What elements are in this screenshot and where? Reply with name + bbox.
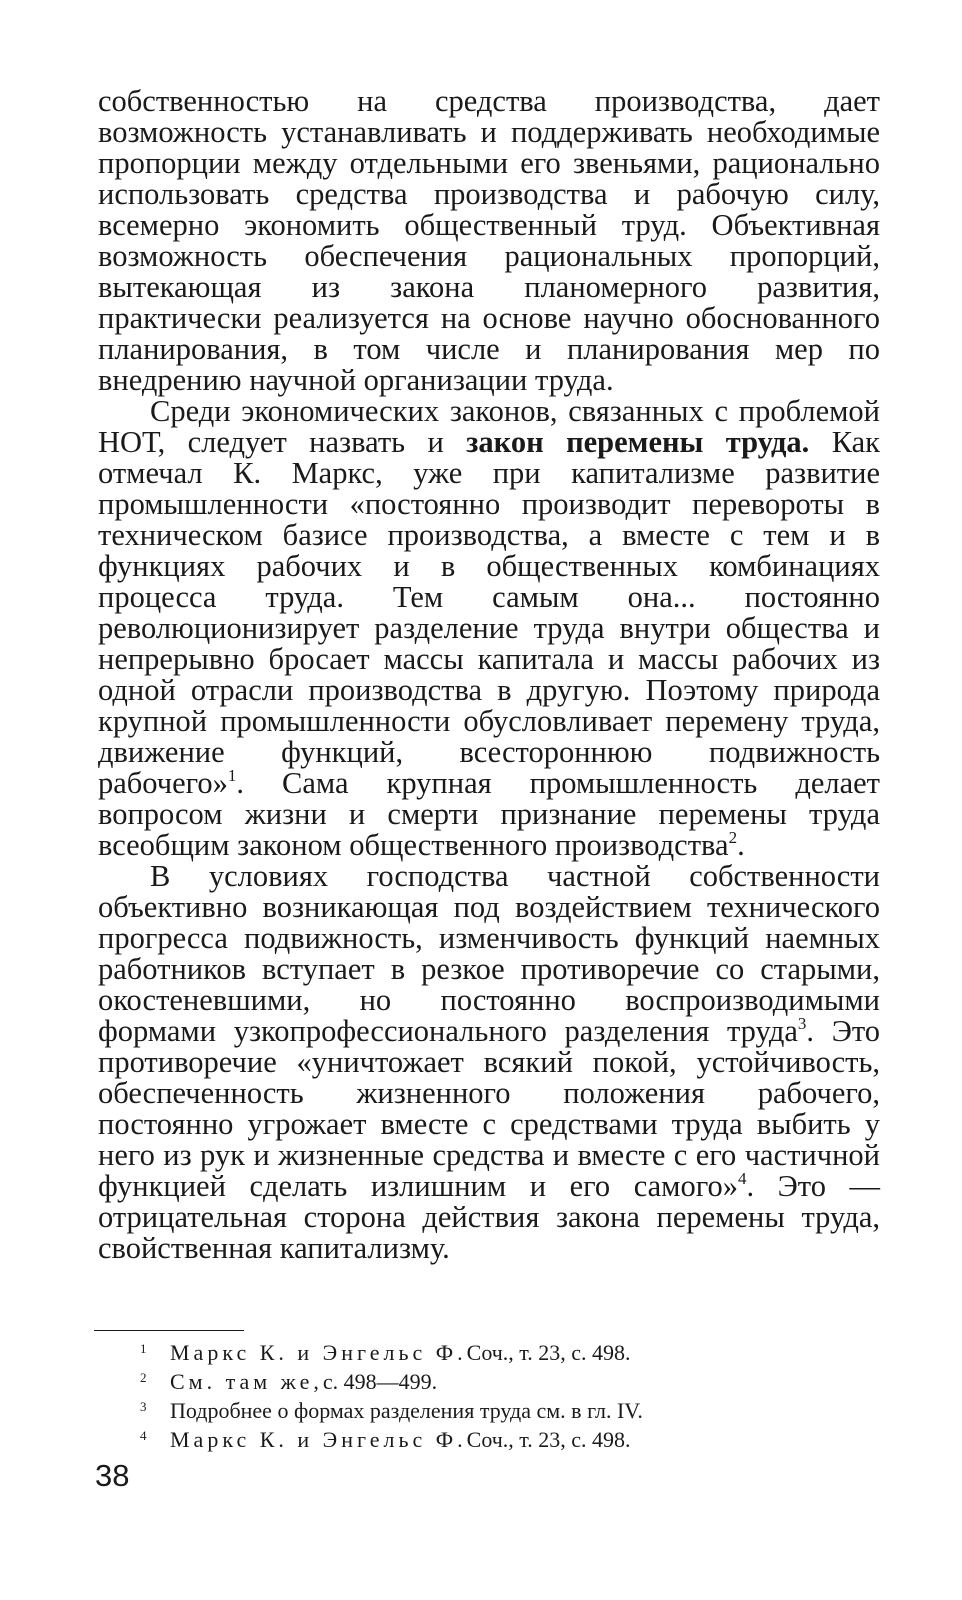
footnote-ref-3[interactable]: 3 bbox=[797, 1014, 807, 1033]
paragraph-2-text-mid: . Сама крупная промышленность делает вопросом жизни и смерти признание перемены труда всеобщим законом общественного производства bbox=[98, 766, 880, 862]
footnote-author: См. там же, bbox=[170, 1369, 323, 1394]
footnote-2 bbox=[140, 1369, 880, 1398]
paragraph-2 bbox=[98, 396, 880, 861]
footnote-source: с. 498—499. bbox=[322, 1369, 438, 1394]
footnote-number: 1 bbox=[140, 1341, 147, 1356]
footnote-ref-1[interactable]: 1 bbox=[227, 766, 237, 785]
law-of-labor-change-term: закон перемены труда. bbox=[466, 425, 810, 459]
paragraph-3 bbox=[98, 861, 880, 1264]
footnote-number: 3 bbox=[140, 1399, 147, 1414]
footnote-author: Маркс К. и Энгельс Ф. bbox=[170, 1340, 467, 1365]
footnote-source: Соч., т. 23, с. 498. bbox=[466, 1427, 631, 1452]
footnote-ref-2[interactable]: 2 bbox=[728, 828, 738, 847]
footnotes bbox=[140, 1340, 880, 1456]
footnote-source: Соч., т. 23, с. 498. bbox=[466, 1340, 631, 1365]
footnote-ref-4[interactable]: 4 bbox=[737, 1169, 747, 1188]
paragraph-2-quote: Как отмечал К. Маркс, уже при капитализме развитие промышленности «постоянно производит перевороты в техническом базисе производства, а вместе с тем и в функциях рабочих и в общественных комбинациях процесса труда. Тем самым она... постоянно революционизирует разделение труда внутри общества и непрерывно бросает массы капитала и массы рабочих из одной отрасли производства в другую. Поэтому природа крупной промышленности обусловливает перемену труда, движение функций, всестороннюю подвижность рабочего» bbox=[98, 425, 880, 800]
footnote-1 bbox=[140, 1340, 880, 1369]
paragraph-1: собственностью на средства производства, дает возможность устанавливать и поддерживать необходимые пропорции между отдельными его звеньями, рационально использовать средства производства и рабочую силу, всемерно экономить общественный труд. Объективная возможность обеспечения рациональных пропорций, вытекающая из закона планомерного развития, практически реализуется на основе научно обоснованного планирования, в том числе и планирования мер по внедрению научной организации труда. bbox=[98, 84, 880, 397]
footnote-3 bbox=[140, 1398, 880, 1427]
paragraph-2-text-end: . bbox=[737, 828, 745, 862]
paragraph-2-text-start: Среди экономических законов, связанных с проблемой НОТ, следует назвать и bbox=[98, 394, 880, 459]
page-body bbox=[98, 86, 880, 1264]
footnote-source: Подробнее о формах разделения труда см. в гл. IV. bbox=[170, 1398, 643, 1423]
footnote-4 bbox=[140, 1427, 880, 1456]
page-number: 38 bbox=[95, 1458, 130, 1493]
footnote-author: Маркс К. и Энгельс Ф. bbox=[170, 1427, 467, 1452]
footnote-separator bbox=[94, 1330, 244, 1331]
footnote-number: 4 bbox=[140, 1428, 147, 1443]
footnote-number: 2 bbox=[140, 1370, 147, 1385]
paragraph-3-text-b: . Это противоречие «уничтожает всякий покой, устойчивость, обеспеченность жизненного положения рабочего, постоянно угрожает вместе с средствами труда выбить у него из рук и жизненные средства и вместе с его частичной функцией сделать излишним и его самого» bbox=[98, 1014, 880, 1203]
paragraph-3-text-c: . Это —отрицательная сторона действия закона перемены труда, свойственная капитализму. bbox=[98, 1169, 881, 1265]
paragraph-3-text-a: В условиях господства частной собственности объективно возникающая под воздействием технического прогресса подвижность, изменчивость функций наемных работников вступает в резкое противоречие со старыми, окостеневшими, но постоянно воспроизводимыми формами узкопрофессионального разделения труда bbox=[98, 859, 880, 1048]
